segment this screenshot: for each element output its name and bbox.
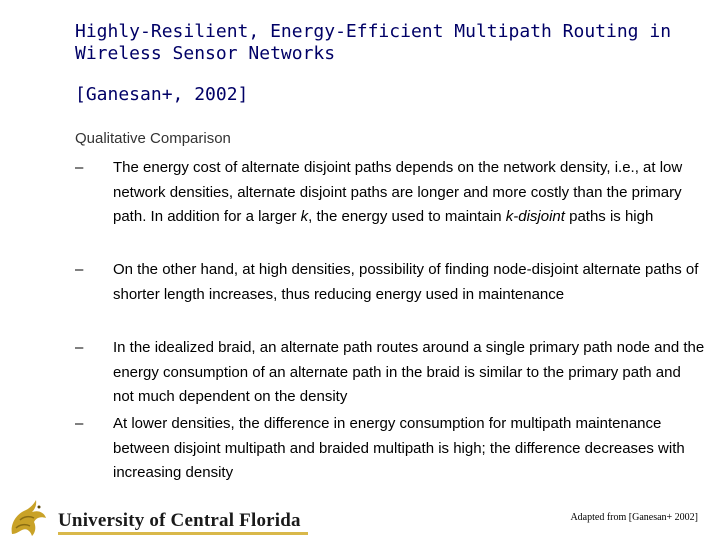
- bullet-text-4: At lower densities, the difference in energy consumption for multipath maintenance between disjoint multipath and braided multipath is high; the difference decreases with increasing density: [113, 415, 685, 481]
- logo-underline: [58, 532, 308, 535]
- bullet-marker: –: [75, 159, 84, 176]
- bullet-marker: –: [75, 339, 84, 356]
- bullet-text-2: On the other hand, at high densities, possibility of finding node-disjoint alternate paths of shorter length increases, thus reducing energy used in maintenance: [113, 261, 699, 303]
- bullet-marker: –: [75, 415, 84, 432]
- slide-title: [75, 21, 705, 65]
- bullet-text-1-part-b: , the energy used to maintain: [308, 208, 506, 225]
- pegasus-icon: [6, 498, 50, 538]
- attribution: Adapted from [Ganesan+ 2002]: [570, 512, 698, 523]
- bullet-item-3: [75, 336, 705, 410]
- bullet-item-4: [75, 412, 705, 486]
- footer: [0, 495, 720, 540]
- bullet-item-1: [75, 156, 705, 230]
- section-subtitle: Qualitative Comparison: [75, 130, 231, 147]
- bullet-item-2: [75, 258, 705, 307]
- citation: [Ganesan+, 2002]: [75, 84, 249, 105]
- bullet-text-1-k-disjoint: k-disjoint: [505, 208, 565, 225]
- bullet-text-3: In the idealized braid, an alternate path routes around a single primary path node and the energy consumption of an alternate path in the braid is similar to the primary path and not much dependent on the density: [113, 339, 705, 405]
- bullet-marker: –: [75, 261, 84, 278]
- bullet-text-1-part-c: paths is high: [564, 208, 654, 225]
- bullet-text-1-k: k: [300, 208, 309, 225]
- university-name: University of Central Florida: [58, 510, 301, 531]
- bullet-text-1-part-a: The energy cost of alternate disjoint paths depends on the network density, i.e., at low network densities, alternate disjoint paths are longer and more costly than the primary path. In addition for a larger: [113, 159, 683, 225]
- bullet-text-1: [113, 156, 705, 230]
- title-line-2: Wireless Sensor Networks: [75, 43, 336, 64]
- title-line-1: Highly-Resilient, Energy-Efficient Multipath Routing in: [75, 21, 672, 42]
